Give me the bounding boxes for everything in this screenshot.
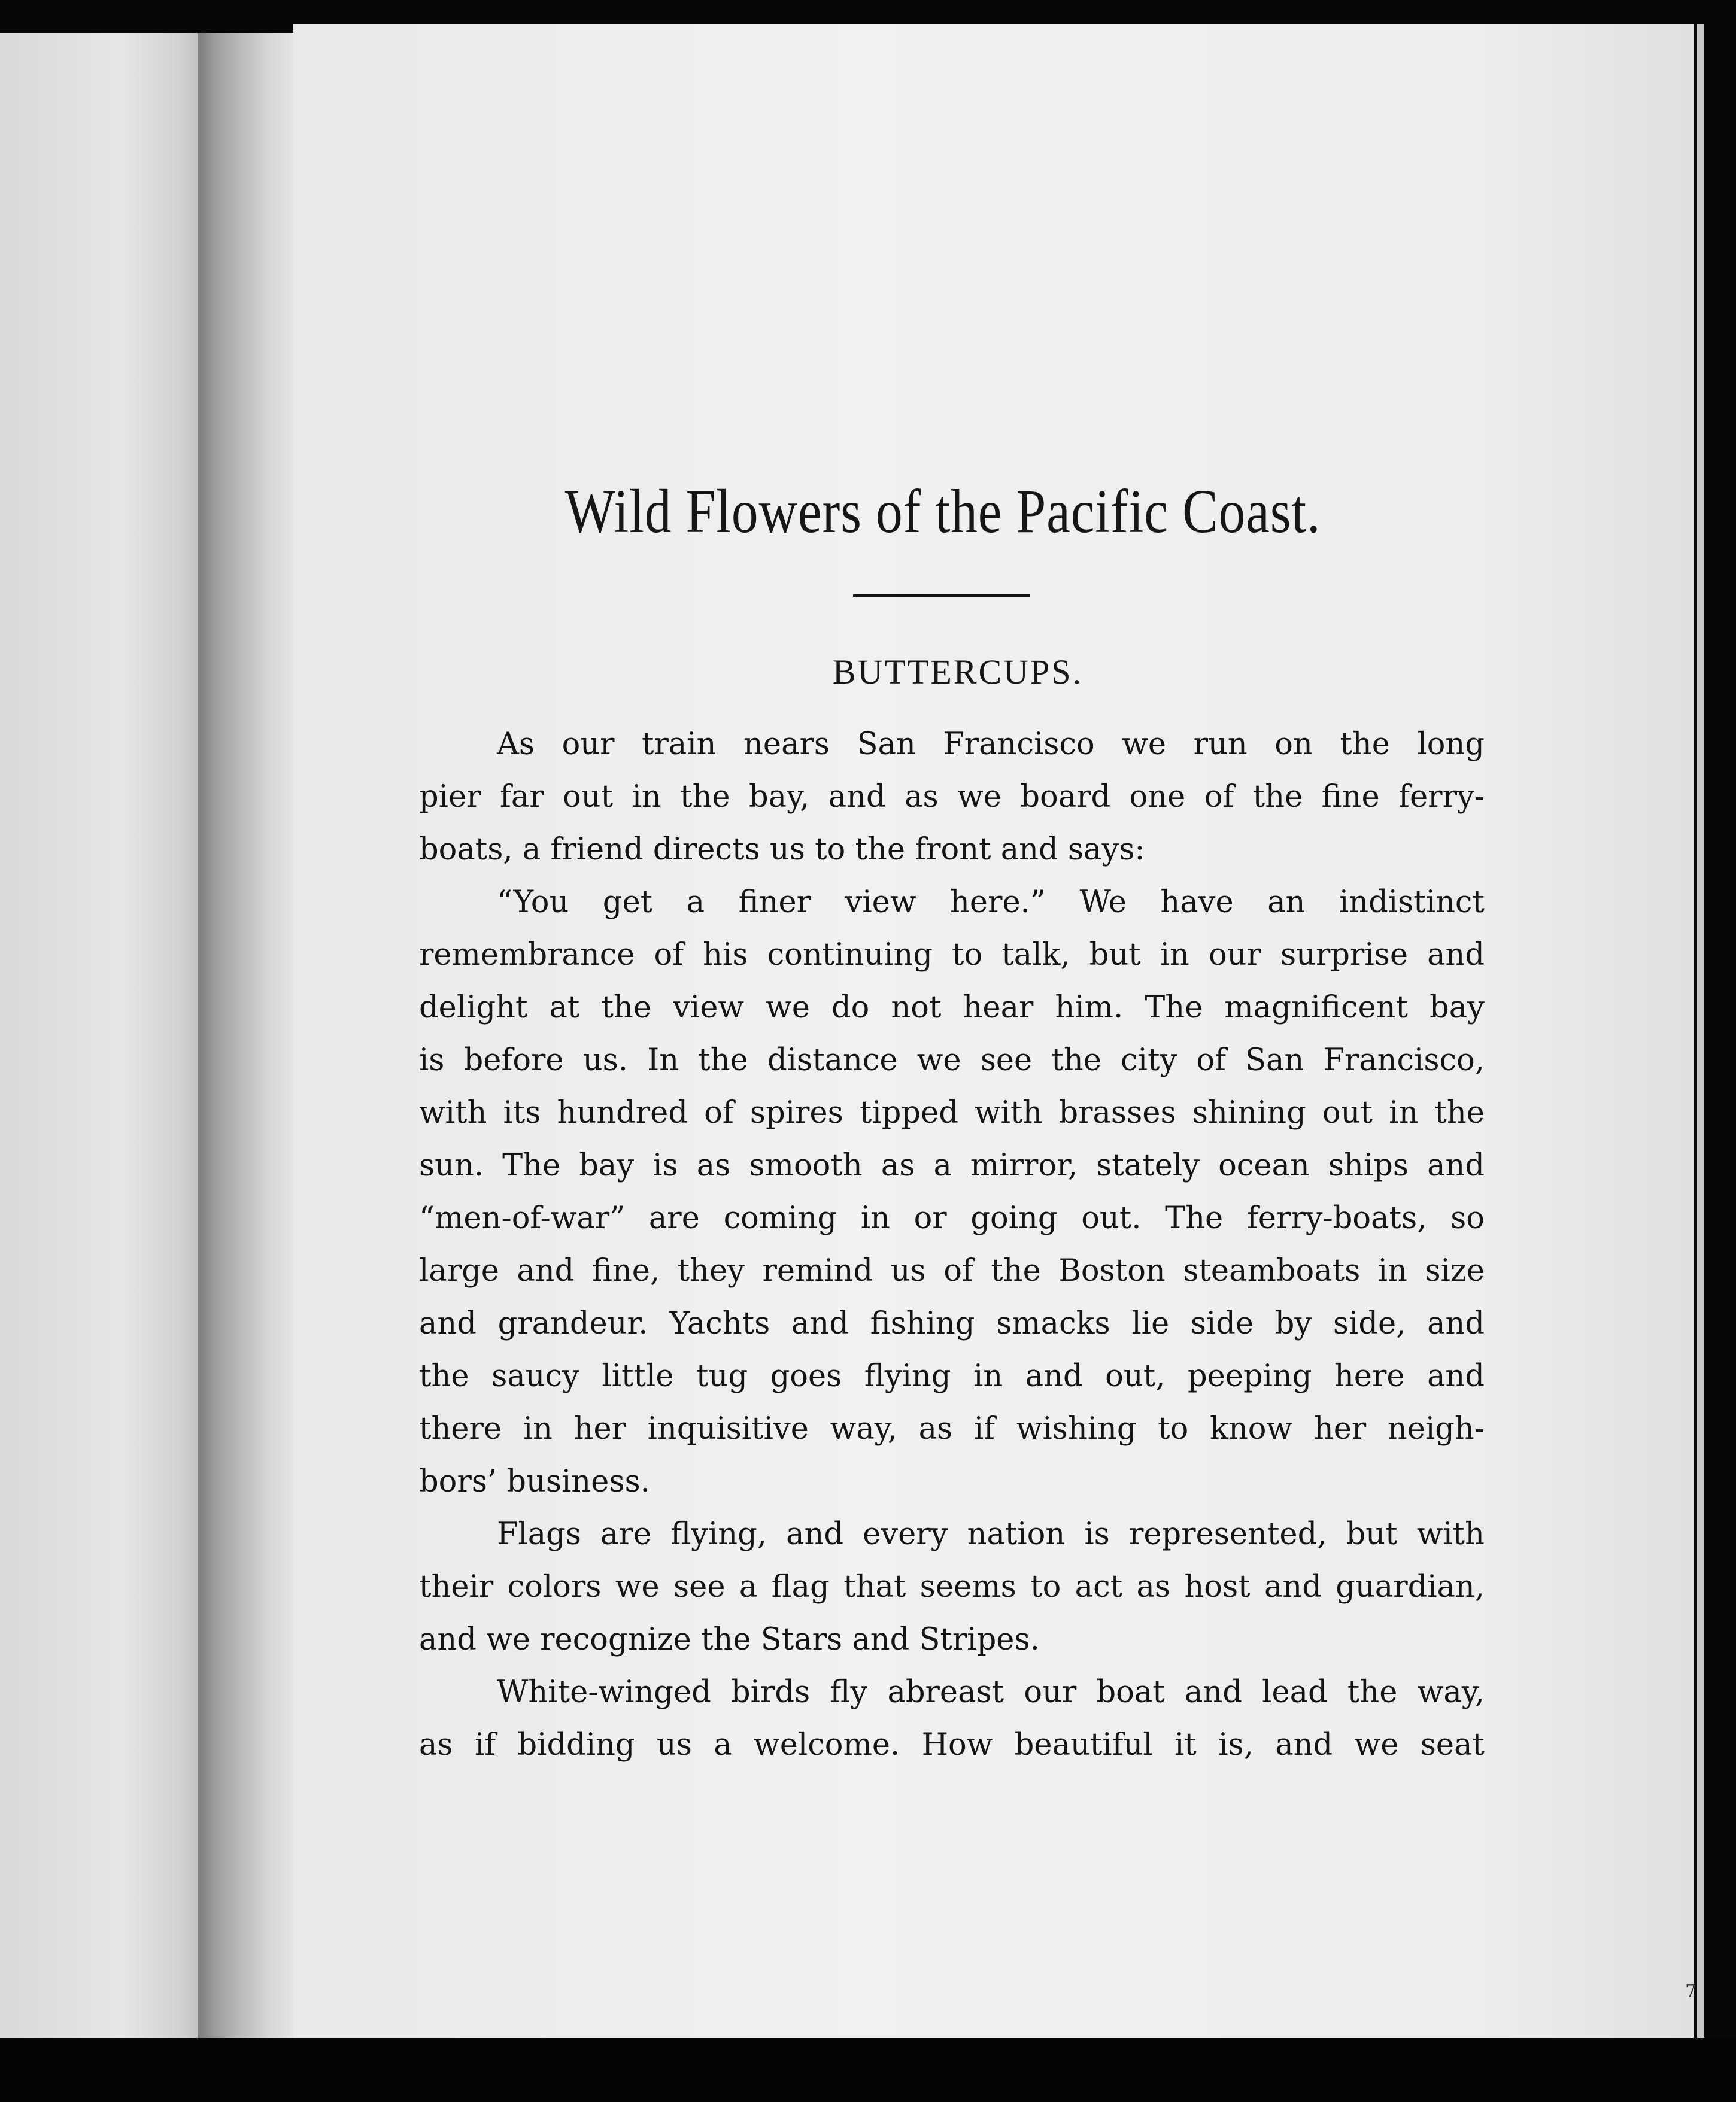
text-line: “You get a finer view here.” We have an indistinct (497, 885, 1485, 920)
text-line: and grandeur. Yachts and fishing smacks lie side by side, and (419, 1306, 1485, 1341)
text-line: and we recognize the Stars and Stripes. (419, 1622, 1040, 1657)
title-divider (853, 594, 1030, 597)
text-line: “men-of-war” are coming in or going out. The ferry-boats, so (419, 1201, 1485, 1236)
text-line: boats, a friend directs us to the front and says: (419, 832, 1145, 867)
scan-border (0, 2038, 1736, 2102)
text-line: is before us. In the distance we see the city of San Francisco, (419, 1043, 1485, 1078)
text-line: bors’ business. (419, 1464, 650, 1499)
left-blank-page (0, 33, 204, 2038)
text-line: sun. The bay is as smooth as a mirror, stately ocean ships and (419, 1148, 1485, 1183)
text-line: As our train nears San Francisco we run on the long (497, 727, 1485, 762)
text-line: delight at the view we do not hear him. The magnificent bay (419, 990, 1485, 1025)
text-line: Flags are flying, and every nation is represented, but with (497, 1517, 1485, 1552)
text-line: remembrance of his continuing to talk, but in our surprise and (419, 937, 1485, 973)
text-line: there in her inquisitive way, as if wishing to know her neigh- (419, 1411, 1485, 1447)
page-title: Wild Flowers of the Pacific Coast. (564, 477, 1321, 546)
text-line: the saucy little tug goes flying in and out, peeping here and (419, 1359, 1485, 1394)
page-number: 7 (1685, 1981, 1697, 2002)
text-line: White-winged birds fly abreast our boat and lead the way, (497, 1675, 1485, 1710)
book-gutter (198, 33, 299, 2038)
text-line: pier far out in the bay, and as we board one of the fine ferry- (419, 779, 1485, 815)
section-heading: BUTTERCUPS. (832, 652, 1084, 691)
text-line: large and fine, they remind us of the Boston steamboats in size (419, 1253, 1485, 1289)
body-text (419, 718, 1485, 1772)
text-line: with its hundred of spires tipped with brasses shining out in the (419, 1095, 1485, 1131)
text-line: their colors we see a flag that seems to act as host and guardian, (419, 1569, 1485, 1605)
page-edge (1697, 24, 1704, 2041)
text-line: as if bidding us a welcome. How beautiful it is, and we seat (419, 1727, 1485, 1763)
